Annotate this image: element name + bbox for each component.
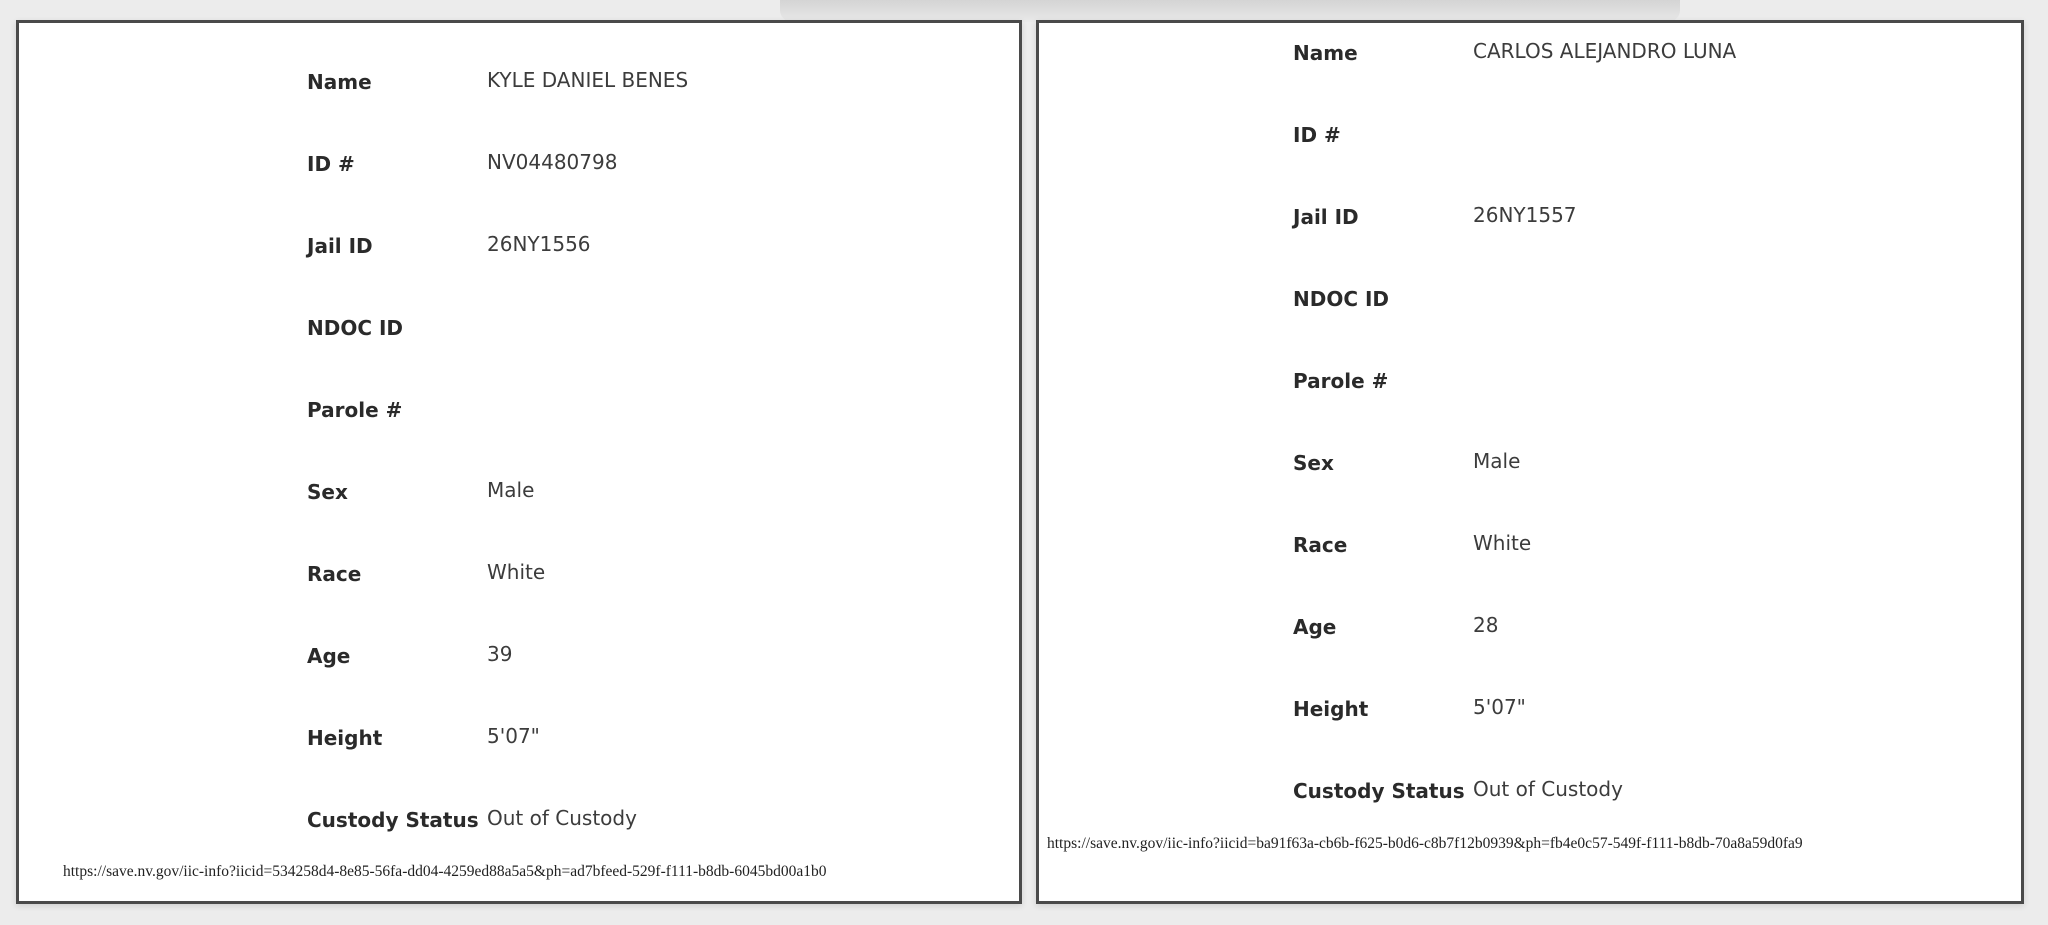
- field-row-sex: [307, 472, 1022, 512]
- field-row-jail-id: [307, 226, 1022, 266]
- field-label-race: Race: [1293, 533, 1348, 557]
- field-value-height: 5'07": [1473, 695, 1526, 719]
- field-row-id: [307, 144, 1022, 184]
- field-value-age: 28: [1473, 613, 1499, 637]
- field-label-jail-id: Jail ID: [1293, 205, 1359, 229]
- window-shadow: [780, 0, 1680, 22]
- field-label-age: Age: [1293, 615, 1337, 639]
- field-label-race: Race: [307, 562, 362, 586]
- field-label-name: Name: [307, 70, 372, 94]
- field-row-custody-status: [307, 800, 1022, 840]
- field-label-parole: Parole #: [1293, 369, 1389, 393]
- field-row-race: [1293, 525, 2024, 565]
- field-label-height: Height: [307, 726, 383, 750]
- field-label-id: ID #: [1293, 123, 1341, 147]
- field-label-custody-status: Custody Status: [1293, 779, 1465, 803]
- field-row-age: [307, 636, 1022, 676]
- field-row-sex: [1293, 443, 2024, 483]
- field-value-sex: Male: [487, 478, 535, 502]
- field-label-age: Age: [307, 644, 351, 668]
- field-label-custody-status: Custody Status: [307, 808, 479, 832]
- field-value-height: 5'07": [487, 724, 540, 748]
- field-row-jail-id: [1293, 197, 2024, 237]
- field-row-height: [1293, 689, 2024, 729]
- field-value-sex: Male: [1473, 449, 1521, 473]
- field-label-jail-id: Jail ID: [307, 234, 373, 258]
- field-row-ndoc-id: [307, 308, 1022, 348]
- field-row-parole: [307, 390, 1022, 430]
- field-row-parole: [1293, 361, 2024, 401]
- field-value-custody-status: Out of Custody: [487, 806, 637, 830]
- field-label-height: Height: [1293, 697, 1369, 721]
- field-label-id: ID #: [307, 152, 355, 176]
- page-url-footer: https://save.nv.gov/iic-info?iicid=ba91f63a-cb6b-f625-b0d6-c8b7f12b0939&ph=fb4e0c57-549f-f111-b8db-70a8a59d0fa9: [1047, 835, 1803, 852]
- field-row-ndoc-id: [1293, 279, 2024, 319]
- field-label-name: Name: [1293, 41, 1358, 65]
- field-row-height: [307, 718, 1022, 758]
- field-label-sex: Sex: [307, 480, 348, 504]
- field-label-ndoc-id: NDOC ID: [307, 316, 404, 340]
- inmate-record-panel-left: [16, 20, 1022, 904]
- field-row-age: [1293, 607, 2024, 647]
- field-row-name: [307, 62, 1022, 102]
- field-row-custody-status: [1293, 771, 2024, 811]
- field-value-id: NV04480798: [487, 150, 618, 174]
- field-value-age: 39: [487, 642, 513, 666]
- inmate-record-panel-right: [1036, 20, 2024, 904]
- field-row-id: [1293, 115, 2024, 155]
- field-value-race: White: [1473, 531, 1532, 555]
- field-value-jail-id: 26NY1556: [487, 232, 591, 256]
- field-row-race: [307, 554, 1022, 594]
- field-label-ndoc-id: NDOC ID: [1293, 287, 1390, 311]
- field-value-custody-status: Out of Custody: [1473, 777, 1623, 801]
- field-value-jail-id: 26NY1557: [1473, 203, 1577, 227]
- field-label-sex: Sex: [1293, 451, 1334, 475]
- field-value-race: White: [487, 560, 546, 584]
- field-label-parole: Parole #: [307, 398, 403, 422]
- field-value-name: KYLE DANIEL BENES: [487, 68, 689, 92]
- page-url-footer: https://save.nv.gov/iic-info?iicid=534258d4-8e85-56fa-dd04-4259ed88a5a5&ph=ad7bfeed-529f-f111-b8db-6045bd00a1b0: [63, 863, 827, 880]
- field-row-name: [1293, 33, 2024, 73]
- field-value-name: CARLOS ALEJANDRO LUNA: [1473, 39, 1737, 63]
